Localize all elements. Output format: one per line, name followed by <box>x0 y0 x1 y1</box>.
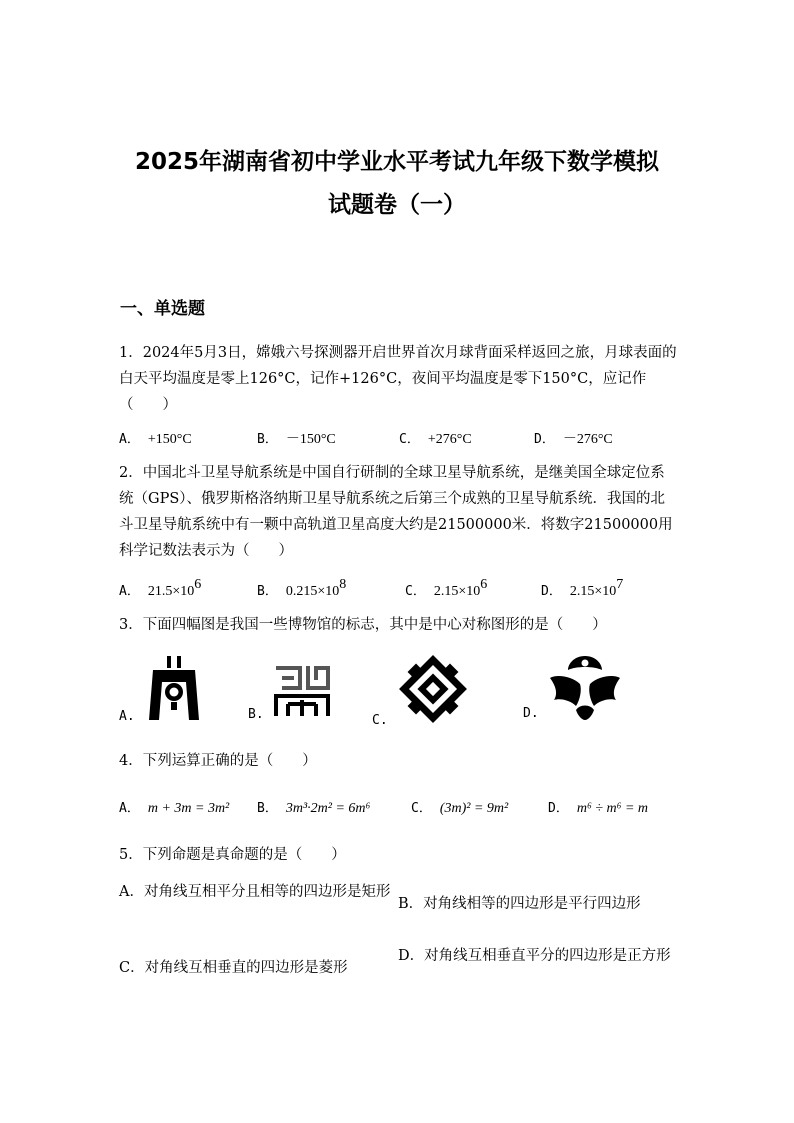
option-label: B． <box>257 584 278 599</box>
q1-option-b[interactable] <box>257 428 336 448</box>
option-value: 对角线相等的四边形是平行四边形 <box>423 896 641 912</box>
option-value: 对角线互相平分且相等的四边形是矩形 <box>143 884 391 900</box>
option-value: +150°C <box>147 432 192 447</box>
q3-option-b-label[interactable] <box>248 706 272 722</box>
option-label: A． <box>119 584 140 599</box>
q3-option-c-label[interactable] <box>372 712 396 728</box>
option-value: 2.15×10 <box>433 584 481 599</box>
q5-option-a[interactable] <box>119 881 401 903</box>
option-label: D． <box>398 948 425 964</box>
option-value: (3m)² = 9m² <box>439 801 509 816</box>
option-value: m⁶ ÷ m⁶ = m <box>576 801 649 816</box>
question-4-text: 4．下列运算正确的是（ ） <box>119 753 317 769</box>
option-label: B． <box>257 801 278 816</box>
option-label: A． <box>119 884 144 900</box>
option-label: A. <box>119 709 135 724</box>
q3-option-d-label[interactable] <box>523 705 547 721</box>
q4-option-a[interactable] <box>119 797 229 817</box>
page-title-line-1: 2025年湖南省初中学业水平考试九年级下数学模拟 <box>134 149 659 175</box>
option-label: D． <box>534 432 555 447</box>
option-exponent: 6 <box>480 577 488 592</box>
q5-option-c[interactable] <box>119 957 401 979</box>
option-label: D． <box>541 584 562 599</box>
question-3-text: 3．下面四幅图是我国一些博物馆的标志，其中是中心对称图形的是（ ） <box>119 617 607 633</box>
option-label: B． <box>257 432 278 447</box>
option-value: m + 3m = 3m² <box>147 801 230 816</box>
option-exponent: 6 <box>194 577 202 592</box>
option-exponent: 8 <box>339 577 347 592</box>
page-title-line-2: 试题卷（一） <box>328 192 466 218</box>
option-label: A． <box>119 432 140 447</box>
option-value: 2.15×10 <box>569 584 617 599</box>
option-label: A． <box>119 801 140 816</box>
option-value: 对角线互相垂直的四边形是菱形 <box>144 960 348 976</box>
option-value: －150°C <box>285 432 336 447</box>
question-1-text: 1．2024年5月3日，嫦娥六号探测器开启世界首次月球背面采样返回之旅，月球表面的白天平均温度是零上126°C，记作+126°C，夜间平均温度是零下150°C，应记作（ ） <box>119 345 677 413</box>
option-value: +276°C <box>427 432 472 447</box>
option-label: D． <box>548 801 569 816</box>
option-exponent: 7 <box>616 577 624 592</box>
option-label: C． <box>399 432 420 447</box>
q2-option-a[interactable] <box>119 577 201 600</box>
section-heading: 一、单选题 <box>120 299 205 319</box>
option-label: B. <box>248 707 264 722</box>
option-value: 对角线互相垂直平分的四边形是正方形 <box>424 948 671 964</box>
q1-option-c[interactable] <box>399 428 472 448</box>
q4-option-b[interactable] <box>257 797 370 817</box>
museum-logo-d-icon <box>546 654 624 722</box>
q2-option-d[interactable] <box>541 577 623 600</box>
option-label: D. <box>523 706 539 721</box>
q5-option-b[interactable] <box>398 893 688 915</box>
question-5-text: 5．下列命题是真命题的是（ ） <box>119 847 346 863</box>
option-value: 3m³·2m² = 6m⁶ <box>285 801 371 816</box>
museum-logo-b-icon <box>272 660 332 720</box>
museum-logo-c-icon <box>396 652 470 726</box>
option-label: C． <box>119 960 145 976</box>
q1-option-d[interactable] <box>534 428 613 448</box>
option-label: C． <box>405 584 426 599</box>
option-label: C. <box>372 713 388 728</box>
option-label: C． <box>411 801 432 816</box>
q2-option-b[interactable] <box>257 577 346 600</box>
q3-option-a-label[interactable] <box>119 708 143 724</box>
option-value: －276°C <box>562 432 613 447</box>
option-value: 21.5×10 <box>147 584 195 599</box>
q1-option-a[interactable] <box>119 428 192 448</box>
museum-logo-a-icon <box>143 654 205 722</box>
q4-option-c[interactable] <box>411 797 508 817</box>
q4-option-d[interactable] <box>548 797 648 817</box>
question-2-text: 2．中国北斗卫星导航系统是中国自行研制的全球卫星导航系统，是继美国全球定位系统（GPS）、俄罗斯格洛纳斯卫星导航系统之后第三个成熟的卫星导航系统．我国的北斗卫星导航系统中有一颗中高轨道卫星高度大约是21500000米．将数字21500000用科学记数法表示为（ ） <box>119 465 673 559</box>
q2-option-c[interactable] <box>405 577 487 600</box>
option-label: B． <box>398 896 424 912</box>
q5-option-d[interactable] <box>398 945 688 967</box>
option-value: 0.215×10 <box>285 584 340 599</box>
